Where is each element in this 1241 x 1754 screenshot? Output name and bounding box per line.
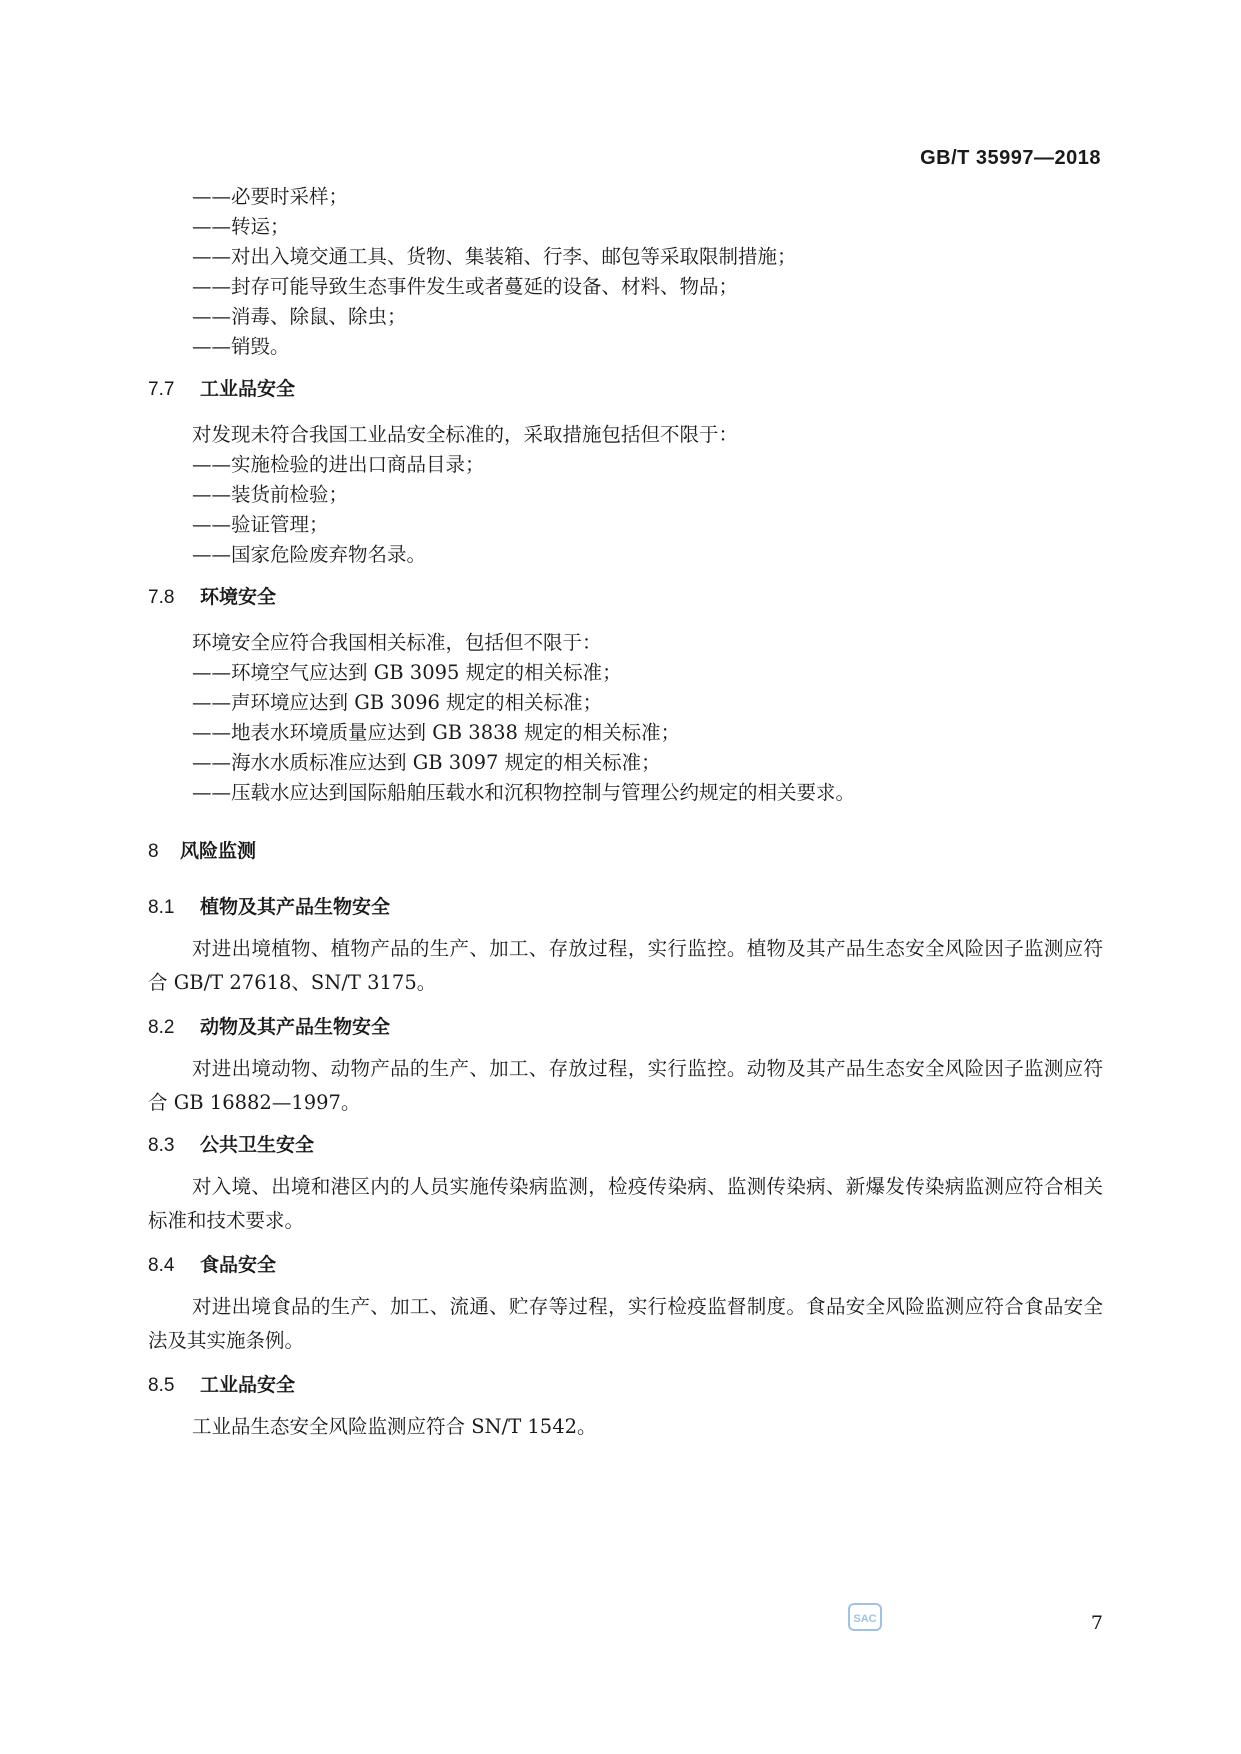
section-number: 8.1 [148,897,175,918]
list-item: ——压载水应达到国际船舶压载水和沉积物控制与管理公约规定的相关要求。 [192,781,856,804]
list-item: ——验证管理； [192,513,329,536]
section-paragraph: 对入境、出境和港区内的人员实施传染病监测，检疫传染病、监测传染病、新爆发传染病监测应符合相关标准和技术要求。 [148,1175,1103,1232]
list-item: ——声环境应达到 GB 3096 规定的相关标准； [192,691,603,714]
list-item: ——装货前检验； [192,483,349,506]
section-paragraph: 对进出境动物、动物产品的生产、加工、存放过程，实行监控。动物及其产品生态安全风险因子监测应符合 GB 16882—1997。 [148,1057,1103,1114]
section-heading-7-8 [148,584,276,611]
list-item: ——实施检验的进出口商品目录； [192,453,485,476]
section-title: 工业品安全 [200,378,296,400]
stamp-text: SAC [853,1613,877,1625]
section-heading-7-7 [148,376,295,403]
section-title: 公共卫生安全 [200,1134,315,1156]
section-paragraph: 对进出境植物、植物产品的生产、加工、存放过程，实行监控。植物及其产品生态安全风险因子监测应符合 GB/T 27618、SN/T 3175。 [148,937,1103,994]
list-item: ——国家危险废弃物名录。 [192,543,427,566]
sac-logo-icon [848,1602,882,1632]
list-item: ——转运； [192,215,290,238]
section-number: 8.3 [148,1135,175,1156]
section-number: 7.8 [148,587,175,608]
standard-number: GB/T 35997—2018 [920,147,1101,169]
page-number: 7 [1090,1612,1103,1634]
section-intro: 环境安全应符合我国相关标准，包括但不限于： [192,631,602,654]
list-item: ——封存可能导致生态事件发生或者蔓延的设备、材料、物品； [192,275,739,298]
section-heading-8-1 [148,894,390,921]
section-title: 环境安全 [200,586,277,608]
section-intro: 对发现未符合我国工业品安全标准的，采取措施包括但不限于： [192,423,739,446]
chapter-heading-8 [148,838,256,865]
section-heading-8-2 [148,1014,390,1041]
list-item: ——消毒、除鼠、除虫； [192,305,407,328]
section-number: 8.4 [148,1255,175,1276]
section-heading-8-3 [148,1132,314,1159]
section-paragraph: 对进出境食品的生产、加工、流通、贮存等过程，实行检疫监督制度。食品安全风险监测应符合食品安全法及其实施条例。 [148,1295,1103,1352]
section-heading-8-5 [148,1372,295,1399]
list-item: ——必要时采样； [192,185,349,208]
section-number: 7.7 [148,379,175,400]
section-paragraph: 工业品生态安全风险监测应符合 SN/T 1542。 [192,1415,597,1438]
list-item: ——海水水质标准应达到 GB 3097 规定的相关标准； [192,751,661,774]
chapter-number: 8 [148,841,159,862]
chapter-title: 风险监测 [180,840,257,862]
section-title: 动物及其产品生物安全 [200,1016,391,1038]
section-number: 8.5 [148,1375,175,1396]
list-item: ——环境空气应达到 GB 3095 规定的相关标准； [192,661,622,684]
section-title: 工业品安全 [200,1374,296,1396]
section-title: 食品安全 [200,1254,277,1276]
list-item: ——对出入境交通工具、货物、集装箱、行李、邮包等采取限制措施； [192,245,797,268]
section-title: 植物及其产品生物安全 [200,896,391,918]
list-item: ——销毁。 [192,335,290,358]
list-item: ——地表水环境质量应达到 GB 3838 规定的相关标准； [192,721,681,744]
section-number: 8.2 [148,1017,175,1038]
section-heading-8-4 [148,1252,276,1279]
